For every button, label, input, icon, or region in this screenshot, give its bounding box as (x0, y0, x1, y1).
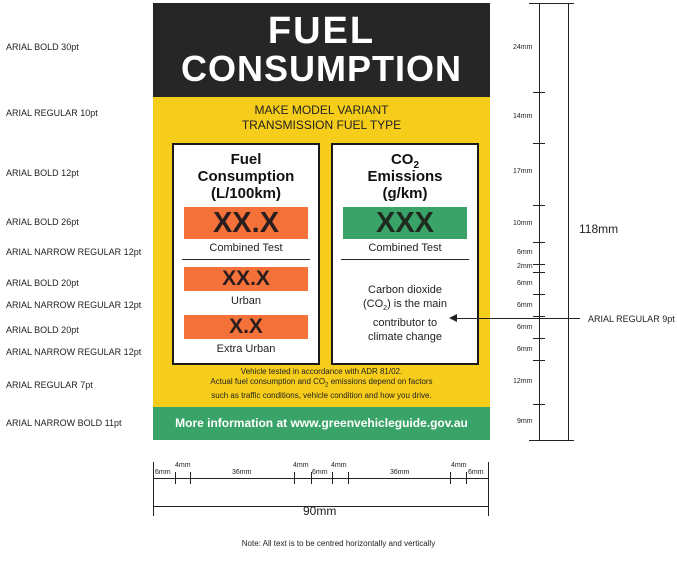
co2-title-subscript: 2 (413, 160, 420, 171)
ruler-tick (450, 472, 451, 484)
ruler-tick (533, 294, 545, 295)
ruler-line (568, 3, 569, 440)
co2-emissions-box (331, 143, 479, 365)
fuel-combined-value: XX.X (184, 207, 308, 239)
ruler-tick (332, 472, 333, 484)
co2-desc-part: (CO (363, 298, 384, 310)
spec-label: ARIAL BOLD 12pt (6, 168, 79, 178)
note-subscript: 2 (325, 382, 329, 389)
ruler-line (153, 478, 488, 479)
spec-label: ARIAL REGULAR 10pt (6, 108, 98, 118)
co2-desc-subscript: 2 (383, 305, 388, 313)
dim-label: 4mm (451, 462, 467, 469)
co2-desc-line: contributor to (372, 317, 438, 330)
co2-combined-value: XXX (343, 207, 467, 239)
spec-label: ARIAL BOLD 26pt (6, 217, 79, 227)
spec-label: ARIAL NARROW REGULAR 12pt (6, 347, 142, 357)
ruler-tick (533, 264, 545, 265)
dim-label: 2mm (517, 263, 533, 270)
co2-title-text: CO (390, 151, 414, 168)
ruler-tick (533, 242, 545, 243)
ruler-tick (533, 360, 545, 361)
note-line (153, 377, 490, 391)
make-model-line: MAKE MODEL VARIANT (254, 103, 389, 117)
ruler-tick (533, 205, 545, 206)
dim-label: 4mm (331, 462, 347, 469)
dim-label: 6mm (155, 469, 171, 476)
header-title-line2: CONSUMPTION (181, 48, 462, 89)
ruler-tick (533, 404, 545, 405)
dim-label: 4mm (175, 462, 191, 469)
ruler-tick (529, 3, 574, 4)
co2-title-2: Emissions (367, 168, 443, 185)
arrow-line (456, 318, 580, 319)
dim-label: 14mm (513, 113, 533, 120)
ruler-tick (533, 92, 545, 93)
ruler-tick (533, 272, 545, 273)
ruler-tick (153, 462, 154, 516)
dim-label: 4mm (293, 462, 309, 469)
dim-label: 10mm (513, 220, 533, 227)
dim-label: 6mm (517, 346, 533, 353)
note-line: Vehicle tested in accordance with ADR 81/02. (240, 367, 403, 376)
footnote: Note: All text is to be centred horizontally and vertically (241, 539, 436, 548)
spec-label: ARIAL NARROW BOLD 11pt (6, 418, 122, 428)
dim-label: 36mm (390, 469, 410, 476)
co2-desc-line: Carbon dioxide (368, 284, 442, 296)
co2-title-3: (g/km) (382, 185, 428, 202)
total-height-label: 118mm (579, 222, 619, 236)
spec-label: ARIAL BOLD 20pt (6, 278, 79, 288)
spec-label: ARIAL REGULAR 7pt (6, 380, 93, 390)
ruler-line (539, 3, 540, 440)
dim-label: 6mm (468, 469, 484, 476)
ruler-tick (533, 316, 545, 317)
note-line: such as traffic conditions, vehicle condition and how you drive. (211, 390, 432, 400)
divider (182, 259, 310, 260)
spec-label: ARIAL NARROW REGULAR 12pt (6, 247, 142, 257)
co2-combined-label: Combined Test (368, 242, 442, 254)
dim-label: 9mm (517, 418, 533, 425)
arrow-head-icon (449, 314, 457, 322)
arrow-spec-label: ARIAL REGULAR 9pt (588, 314, 675, 324)
fuel-consumption-box (172, 143, 320, 365)
fuel-extra-urban-value: X.X (184, 315, 308, 339)
dim-label: 24mm (513, 44, 533, 51)
spec-label: ARIAL NARROW REGULAR 12pt (6, 300, 142, 310)
fuel-combined-label: Combined Test (209, 242, 283, 254)
dim-label: 12mm (513, 378, 533, 385)
dim-label: 36mm (232, 469, 252, 476)
co2-desc-part: ) is the main (387, 298, 447, 310)
ruler-tick (175, 472, 176, 484)
ruler-tick (466, 472, 467, 484)
spec-label: ARIAL BOLD 30pt (6, 42, 79, 52)
ruler-tick (533, 143, 545, 144)
transmission-line: TRANSMISSION FUEL TYPE (241, 118, 402, 132)
ruler-tick (294, 472, 295, 484)
vehicle-description (153, 103, 490, 133)
fuel-urban-value: XX.X (184, 267, 308, 291)
divider (341, 259, 469, 260)
ruler-tick (529, 440, 574, 441)
test-note (153, 367, 490, 401)
ruler-tick (190, 472, 191, 484)
spec-label: ARIAL BOLD 20pt (6, 325, 79, 335)
co2-desc-line: climate change (368, 331, 442, 344)
dim-label: 6mm (517, 249, 533, 256)
dim-label: 6mm (517, 302, 533, 309)
header-title-line1: FUEL (267, 10, 376, 52)
footer-link-bar: More information at www.greenvehicleguide.gov.au (153, 407, 490, 440)
fuel-title-3: (L/100km) (210, 185, 282, 202)
note-part: Actual fuel consumption and CO (210, 377, 326, 386)
dim-label: 6mm (312, 469, 328, 476)
dim-label: 6mm (517, 324, 533, 331)
fuel-title-1: Fuel (230, 151, 262, 168)
ruler-tick (348, 472, 349, 484)
ruler-tick (488, 462, 489, 516)
fuel-title-2: Consumption (197, 168, 295, 185)
fuel-urban-label: Urban (231, 295, 261, 307)
fuel-consumption-label (153, 3, 490, 440)
ruler-tick (533, 338, 545, 339)
note-part: emissions depend on factors (328, 377, 433, 386)
dim-label: 17mm (513, 168, 533, 175)
label-header (153, 3, 490, 97)
fuel-extra-urban-label: Extra Urban (216, 343, 276, 355)
dim-label: 6mm (517, 280, 533, 287)
total-width-label: 90mm (303, 504, 337, 518)
